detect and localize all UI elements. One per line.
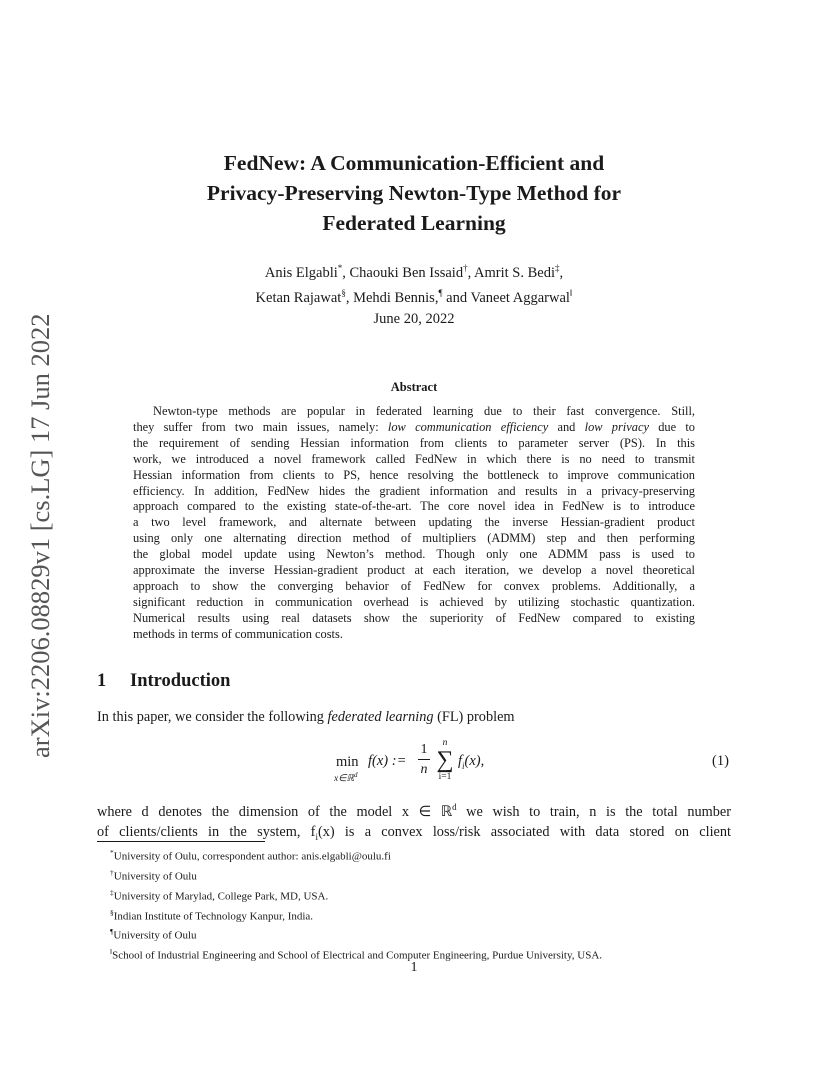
author-name: Chaouki Ben Issaid [349,264,464,281]
footnote: †University of Oulu [110,867,197,883]
footnote: ¶University of Oulu [110,927,197,943]
eq-min: min [336,754,359,770]
abstract-line: approach compared to the existing state-of-the-art. The core novel idea in FedNew is to introduce [133,499,695,514]
author-name: Amrit S. Bedi [474,264,556,281]
author-name: Mehdi Bennis [353,289,435,306]
author-name: and Vaneet Aggarwal [446,289,570,306]
abstract-line: efficiency. In addition, FedNew hides the gradient information and results in a privacy-preserving [133,483,695,498]
section-title: Introduction [130,671,231,691]
body-line: where d denotes the dimension of the model x ∈ ℝ$^d$ we wish to train, n is the total number [97,802,731,820]
emphasis: low communication efficiency [387,419,549,434]
author-name: Anis Elgabli [264,264,338,281]
eq-min-subscript: x∈ℝ$^d$ [334,771,358,785]
abstract-line: methods in terms of communication costs. [133,626,343,641]
author-mark: ‖ [569,287,573,298]
author-mark: ‡ [555,263,560,273]
body-paragraph [97,797,731,847]
abstract-line: approximate the inverse Hessian-gradient product at each iteration, we develop a novel theoretical [133,563,695,578]
title-line: Federated Learning [322,211,506,235]
arxiv-side-stamp: arXiv:2206.08829v1 [cs.LG] 17 Jun 2022 [25,313,55,758]
footnote: §Indian Institute of Technology Kanpur, India. [110,907,314,923]
title-line: FedNew: A Communication-Efficient and [223,151,605,175]
author-list [100,258,728,308]
abstract-line: the global model update using Newton’s method. Though only one ADMM pass is used to [133,547,695,562]
title-line: Privacy-Preserving Newton-Type Method for [206,181,622,205]
author-mark: § [341,287,346,298]
abstract-line: the requirement of sending Hessian information from clients to parameter server (PS). In this [133,435,695,450]
page-number: 1 [410,960,418,975]
abstract-line: approach to show the converging behavior of FedNew for convex problems. Additionally, a [133,578,695,593]
footnote-rule [97,841,265,842]
equation-1 [0,738,828,788]
body-line: of clients/clients in the system, $f_i(x)$ is a convex loss/risk associated with data stored on client [97,823,732,842]
footnote: *University of Oulu, correspondent author: anis.elgabli@oulu.fi [110,848,391,863]
paper-title [100,148,728,238]
abstract-line: Numerical results using real datasets show the superiority of FedNew compared to existing [133,610,695,625]
author-line: Anis Elgabli*, Chaouki Ben Issaid†, Amrit S. Bedi‡, [264,263,564,281]
abstract-heading: Abstract [390,380,438,394]
author-name: Ketan Rajawat [255,289,342,306]
eq-fraction: 1 n [418,741,430,778]
abstract-line: a two level framework, and alternate between updating the inverse Hessian-gradient product [133,515,695,530]
publication-date: June 20, 2022 [373,311,455,327]
author-mark: ¶ [438,287,443,298]
abstract-line: significant reduction in communication overhead is achieved by utilizing stochastic quantization. [133,594,695,609]
abstract-line: Hessian information from clients to PS, hence resolving the bottleneck to improve communication [133,467,695,482]
author-line: Ketan Rajawat§, Mehdi Bennis,¶ and Vaneet Aggarwal‖ [255,287,573,306]
eq-summation: n ∑ i=1 [436,738,454,782]
footnote: ‖School of Industrial Engineering and School of Electrical and Computer Engineering, Purdue University, USA. [110,947,603,962]
eq-rhs: $f_i(x)$, [458,753,485,771]
section-number: 1 [97,671,107,691]
emphasis: federated learning [327,709,434,725]
emphasis: low privacy [584,419,649,434]
abstract-line: work, we introduced a novel framework called FedNew in which there is no need to transmit [133,451,695,466]
abstract-body [133,404,695,643]
footnotes [110,845,602,964]
author-mark: † [463,263,468,273]
intro-paragraph: In this paper, we consider the following federated learning (FL) problem [97,709,515,725]
equation-number: (1) [712,753,729,769]
abstract-line: they suffer from two main issues, namely: low communication efficiency and low privacy due to [133,419,696,434]
author-mark: * [337,263,343,273]
section-heading [97,671,230,692]
footnote: ‡University of Marylad, College Park, MD, USA. [110,887,329,903]
eq-lhs: f(x) := [368,753,407,769]
abstract-line: using only one alternating direction method of multipliers (ADMM) step and then performing [133,531,695,546]
abstract-line: Newton-type methods are popular in federated learning due to their fast convergence. Still, [153,404,695,418]
